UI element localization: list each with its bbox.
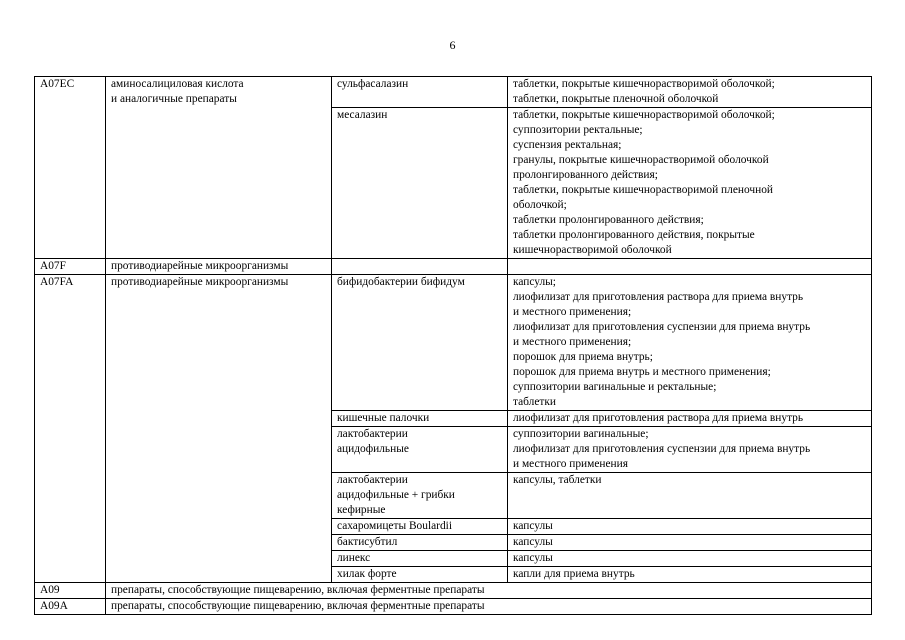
dosage-form-cell: таблетки, покрытые кишечнорастворимой оболочкой; таблетки, покрытые пленочной оболочкой (508, 77, 872, 108)
atc-code-cell: A07EC (35, 77, 106, 259)
group-name-cell: препараты, способствующие пищеварению, включая ферментные препараты (106, 599, 872, 615)
dosage-form-cell (508, 259, 872, 275)
drug-name-cell: хилак форте (332, 567, 508, 583)
drug-name-cell: месалазин (332, 108, 508, 259)
dosage-form-cell: лиофилизат для приготовления раствора для приема внутрь (508, 411, 872, 427)
dosage-form-cell: таблетки, покрытые кишечнорастворимой оболочкой; суппозитории ректальные; суспензия ректальная; гранулы, покрытые кишечнорастворимой оболочкой пролонгированного действия; таблетки, покрытые кишечнорастворимой пленочной оболочкой; таблетки пролонгированного действия; таблетки пролонгированного действия, покрытые кишечнорастворимой оболочкой (508, 108, 872, 259)
dosage-form-cell: капсулы (508, 551, 872, 567)
page-number: 6 (449, 38, 456, 52)
drug-classification-table (34, 76, 872, 615)
drug-name-cell: линекс (332, 551, 508, 567)
dosage-form-cell: суппозитории вагинальные; лиофилизат для приготовления суспензии для приема внутрь и местного применения (508, 427, 872, 473)
drug-name-cell: бактисубтил (332, 535, 508, 551)
table-row (35, 599, 872, 615)
dosage-form-cell: капсулы; лиофилизат для приготовления раствора для приема внутрь и местного применения; лиофилизат для приготовления суспензии для приема внутрь и местного применения; порошок для приема внутрь; порошок для приема внутрь и местного применения; суппозитории вагинальные и ректальные; таблетки (508, 275, 872, 411)
table-row (35, 583, 872, 599)
drug-name-cell: лактобактерии ацидофильные (332, 427, 508, 473)
dosage-form-cell: капли для приема внутрь (508, 567, 872, 583)
drug-name-cell: сульфасалазин (332, 77, 508, 108)
dosage-form-cell: капсулы, таблетки (508, 473, 872, 519)
group-name-cell: противодиарейные микроорганизмы (106, 259, 332, 275)
drug-name-cell (332, 259, 508, 275)
dosage-form-cell: капсулы (508, 535, 872, 551)
table-row (35, 259, 872, 275)
atc-code-cell: A09A (35, 599, 106, 615)
atc-code-cell: A07F (35, 259, 106, 275)
drug-name-cell: бифидобактерии бифидум (332, 275, 508, 411)
atc-code-cell: A07FA (35, 275, 106, 583)
table-row (35, 275, 872, 411)
drug-name-cell: лактобактерии ацидофильные + грибки кефирные (332, 473, 508, 519)
dosage-form-cell: капсулы (508, 519, 872, 535)
group-name-cell: препараты, способствующие пищеварению, включая ферментные препараты (106, 583, 872, 599)
group-name-cell: противодиарейные микроорганизмы (106, 275, 332, 583)
group-name-cell: аминосалициловая кислота и аналогичные препараты (106, 77, 332, 259)
table-row (35, 77, 872, 108)
drug-name-cell: кишечные палочки (332, 411, 508, 427)
atc-code-cell: A09 (35, 583, 106, 599)
drug-name-cell: сахаромицеты Boulardii (332, 519, 508, 535)
